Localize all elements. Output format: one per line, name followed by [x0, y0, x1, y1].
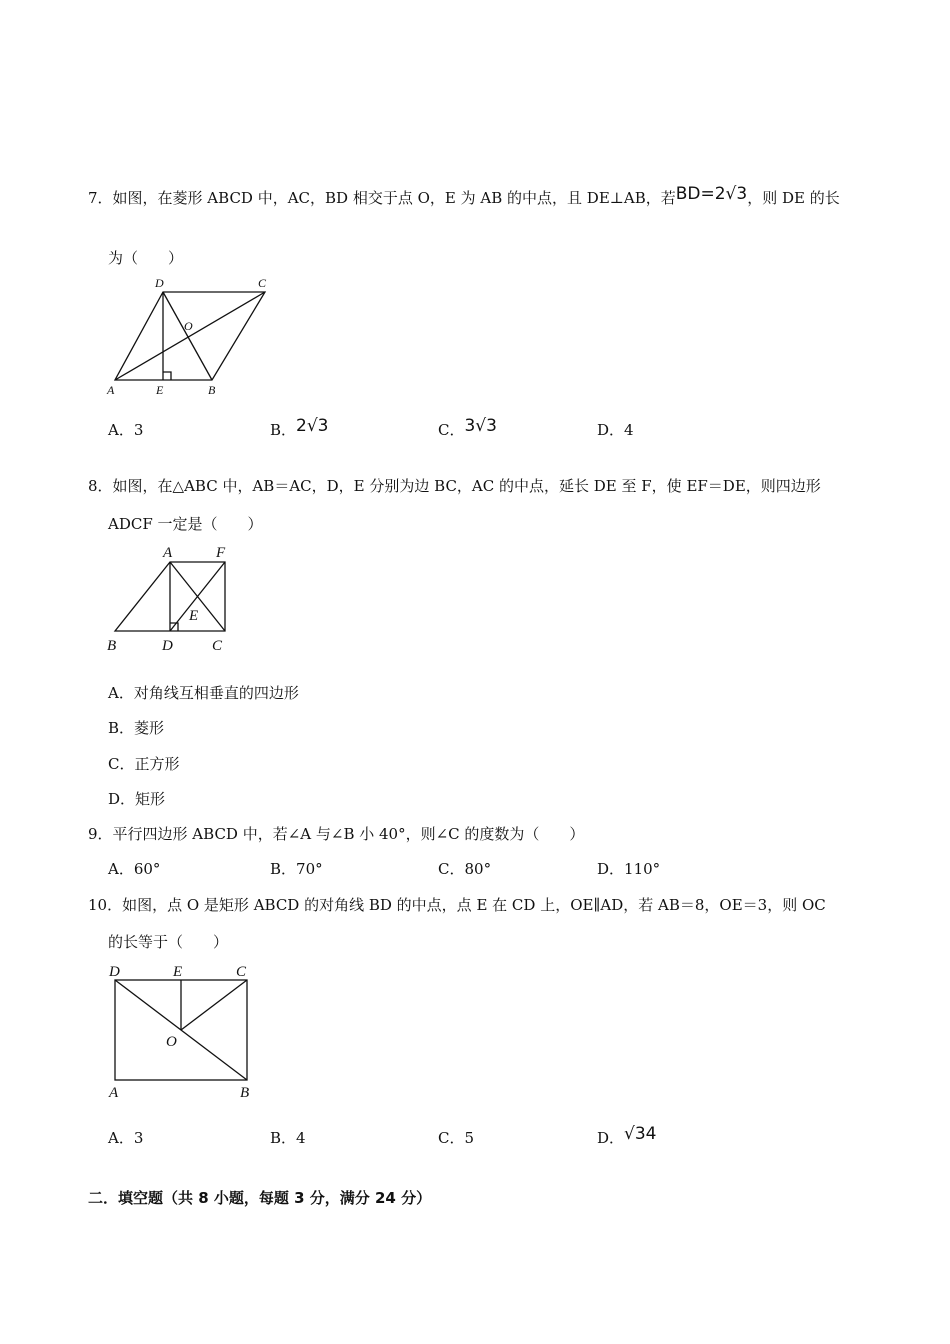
q7-label-e: E	[156, 383, 164, 397]
q8-label-a: A	[163, 545, 173, 561]
q7-diagonal-ac	[115, 292, 265, 380]
q10-rectangle-figure	[100, 958, 260, 1103]
q10-stem-line2: 的长等于（ ）	[108, 933, 229, 951]
q7-rhombus-figure	[100, 272, 280, 400]
q7-label-b: B	[208, 383, 216, 397]
q8-label-e: E	[189, 608, 199, 624]
q7-right-angle-mark	[163, 372, 171, 380]
q10-label-o: O	[166, 1034, 177, 1050]
q10-option-b: B．4	[270, 1129, 306, 1147]
q10-label-a: A	[109, 1085, 119, 1101]
q9-stem: 9．平行四边形 ABCD 中，若∠A 与∠B 小 40°，则∠C 的度数为（ ）	[88, 825, 585, 843]
q7-label-d: D	[155, 276, 164, 290]
section-2-title: 二．填空题（共 8 小题，每题 3 分，满分 24 分）	[88, 1189, 432, 1207]
q7-label-o: O	[184, 319, 193, 333]
q8-option-d: D．矩形	[108, 790, 166, 808]
q7-option-c: C．3√3	[438, 416, 497, 439]
q9-option-d: D．110°	[597, 860, 661, 878]
q8-label-d: D	[162, 638, 173, 654]
q8-stem-line2: ADCF 一定是（ ）	[108, 515, 263, 533]
q7-diagonal-bd	[163, 292, 212, 380]
q7-label-a: A	[107, 383, 115, 397]
q10-stem-line1: 10．如图，点 O 是矩形 ABCD 的对角线 BD 的中点，点 E 在 CD 上，OE∥AD，若 AB＝8，OE＝3，则 OC	[88, 896, 826, 914]
q7-option-a: A．3	[108, 421, 144, 439]
q10-option-c: C．5	[438, 1129, 475, 1147]
q9-option-b: B．70°	[270, 860, 323, 878]
q8-option-c: C．正方形	[108, 755, 180, 773]
q7-option-b: B．2√3	[270, 416, 329, 439]
q8-option-a: A．对角线互相垂直的四边形	[108, 684, 299, 702]
q10-option-d: D．√34	[597, 1124, 657, 1147]
q7-formula: BD=2√3	[675, 184, 748, 204]
q8-option-b: B．菱形	[108, 719, 165, 737]
q10-label-b: B	[240, 1085, 250, 1101]
q10-label-d: D	[109, 964, 120, 980]
q8-label-b: B	[107, 638, 117, 654]
q10-option-a: A．3	[108, 1129, 144, 1147]
q10-label-c: C	[236, 964, 247, 980]
q10-label-e: E	[173, 964, 183, 980]
q7-option-d: D．4	[597, 421, 634, 439]
q8-label-f: F	[216, 545, 226, 561]
q9-option-c: C．80°	[438, 860, 492, 878]
q7-stem-line2: 为（ ）	[108, 249, 184, 267]
q10-segment-oc	[181, 980, 247, 1030]
q8-stem-line1: 8．如图，在△ABC 中，AB＝AC，D，E 分别为边 BC，AC 的中点，延长 DE 至 F，使 EF＝DE，则四边形	[88, 477, 821, 495]
q8-figure	[100, 542, 250, 657]
q8-label-c: C	[212, 638, 223, 654]
q9-option-a: A．60°	[108, 860, 161, 878]
q7-label-c: C	[258, 276, 267, 290]
q7-stem-line1: 7．如图，在菱形 ABCD 中，AC，BD 相交于点 O，E 为 AB 的中点，且 DE⊥AB，若BD=2√3，则 DE 的长	[88, 184, 840, 207]
